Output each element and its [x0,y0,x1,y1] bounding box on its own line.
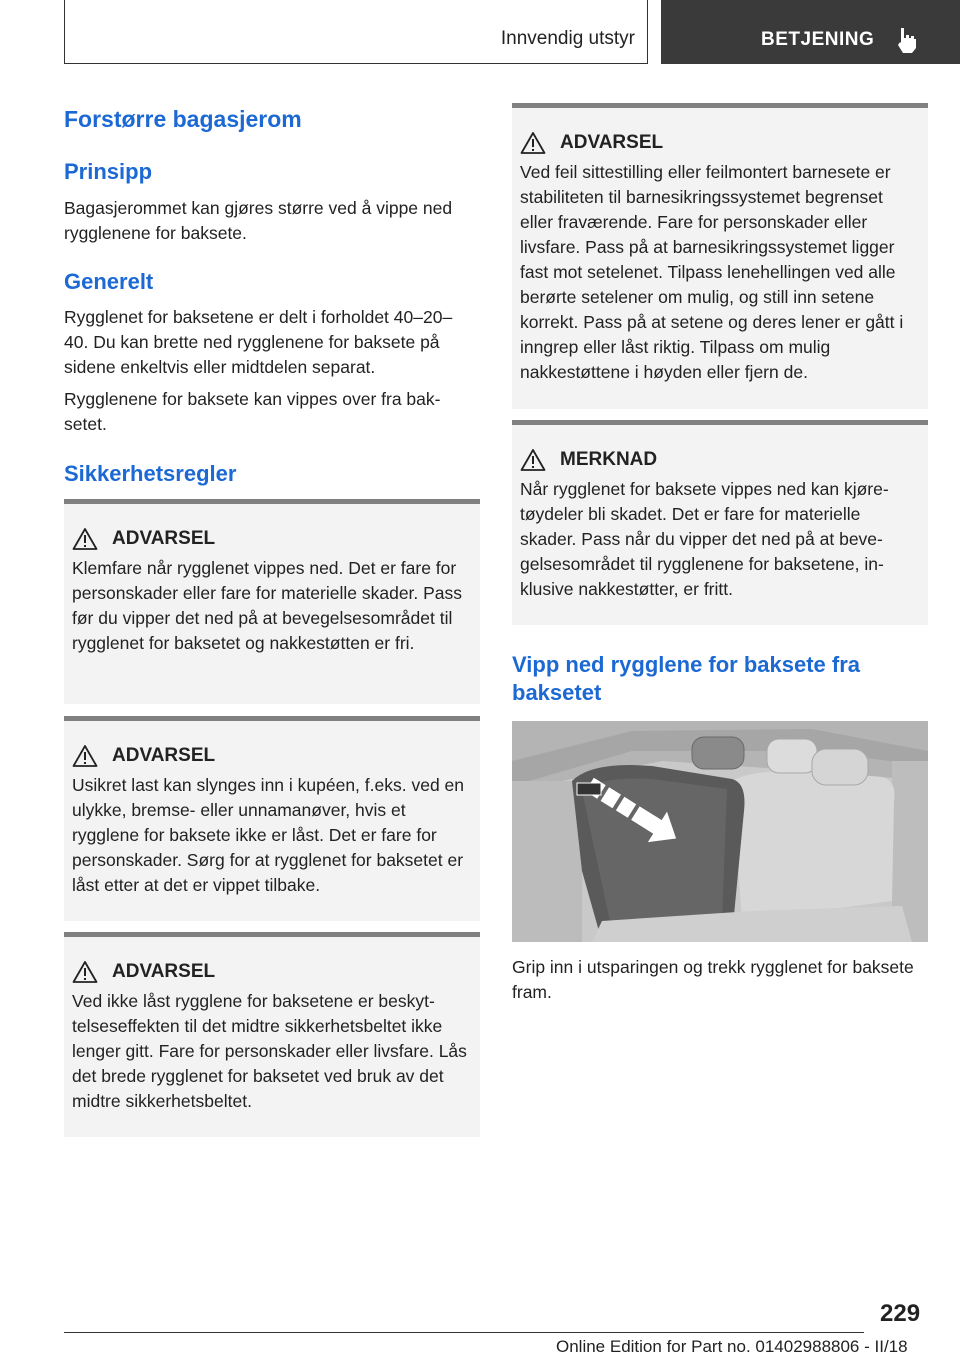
paragraph-generelt-1: Rygglenet for baksetene er delt i forholdet 40–20–40. Du kan brette ned rygglenene for baksete på sidene enkeltvis eller midtdelen separat. [64,307,453,377]
header-chapter-tab [661,0,960,64]
warning-triangle-icon [520,131,546,155]
heading-generelt: Generelt [64,269,154,294]
warning-box-1 [64,499,480,704]
image-caption: Grip inn i utsparingen og trekk rygglenet for baksete fram. [512,957,914,1002]
heading-sikkerhetsregler: Sikkerhetsregler [64,461,237,486]
warning-text: Klemfare når rygglenet vippes ned. Det er fare for personskader eller fare for materielle skader. Pass før du vipper det ned på at bevegelsesområdet til rygglenet for baksetet og nakkestøtten er fri. [72,558,463,653]
footer-rule [64,1332,864,1333]
page-number: 229 [880,1300,921,1327]
warning-title: ADVARSEL [560,132,664,153]
heading-prinsipp: Prinsipp [64,159,153,184]
footer-edition-text: Online Edition for Part no. 01402988806 - II/18 [556,1337,908,1356]
warning-box-2 [64,716,480,921]
warning-triangle-icon [72,744,98,768]
note-text: Når rygglenet for baksete vippes ned kan kjøretøydeler bli skadet. Det er fare for materielle skader. Pass når du vipper det ned på at bevegelsesområdet til rygglenene for baksetene, inklusive nakkestøtter, er fritt. [520,479,889,599]
warning-box-3 [64,932,480,1137]
warning-title: ADVARSEL [112,528,216,549]
note-title: MERKNAD [560,449,658,470]
paragraph-generelt-2: Rygglenene for baksete kan vippes over fra baksetet. [64,389,441,434]
warning-title: ADVARSEL [112,961,216,982]
paragraph-prinsipp: Bagasjerommet kan gjøres større ved å vippe ned rygglenene for baksete. [64,198,453,243]
warning-text: Usikret last kan slynges inn i kupéen, f.eks. ved en ulykke, bremse- eller unnamanøver, hvis et rygglene for baksete ikke er låst. Det er fare for personskader. Sørg for at rygglenet for baksetet er låst etter at det er vippet tilbake. [72,775,465,895]
warning-text: Ved ikke låst rygglene for baksetene er beskyttelseseffekten til det midtre sikkerhetsbeltet ikke lenger gitt. Fare for personskader eller livsfare. Lås det brede rygglenet for baksetet ved bruk av det midtre sikkerhetsbeltet. [72,991,467,1111]
header-chapter-title: BETJENING [761,29,875,50]
pointing-hand-icon [895,26,919,54]
warning-triangle-icon [72,527,98,551]
note-triangle-icon [520,448,546,472]
rear-seat-photo [512,721,928,942]
page-title: Forstørre bagasjerom [64,106,302,132]
warning-text: Ved feil sittestilling eller feilmontert barnesete er stabiliteten til barnesikringssystemet begrenset eller fraværende. Fare for personskader eller livsfare. Pass på at barnesikringssystemet ligger fast mot setelenet. Tilpass lenehellingen ved alle berørte setelener om mulig, og still inn setene korrekt. Pass på at setene og deres lener er gått i inngrep eller låst riktig. Tilpass om mulig nakkestøttene i høyden eller fjern de. [520,162,904,382]
warning-triangle-icon [72,960,98,984]
warning-title: ADVARSEL [112,745,216,766]
header-section-box [64,0,648,64]
warning-box-4 [512,103,928,409]
note-box [512,420,928,625]
heading-vipp-ned: Vipp ned rygglene for baksete fra baksetet [512,652,861,705]
header-section-title: Innvendig utstyr [500,28,635,49]
